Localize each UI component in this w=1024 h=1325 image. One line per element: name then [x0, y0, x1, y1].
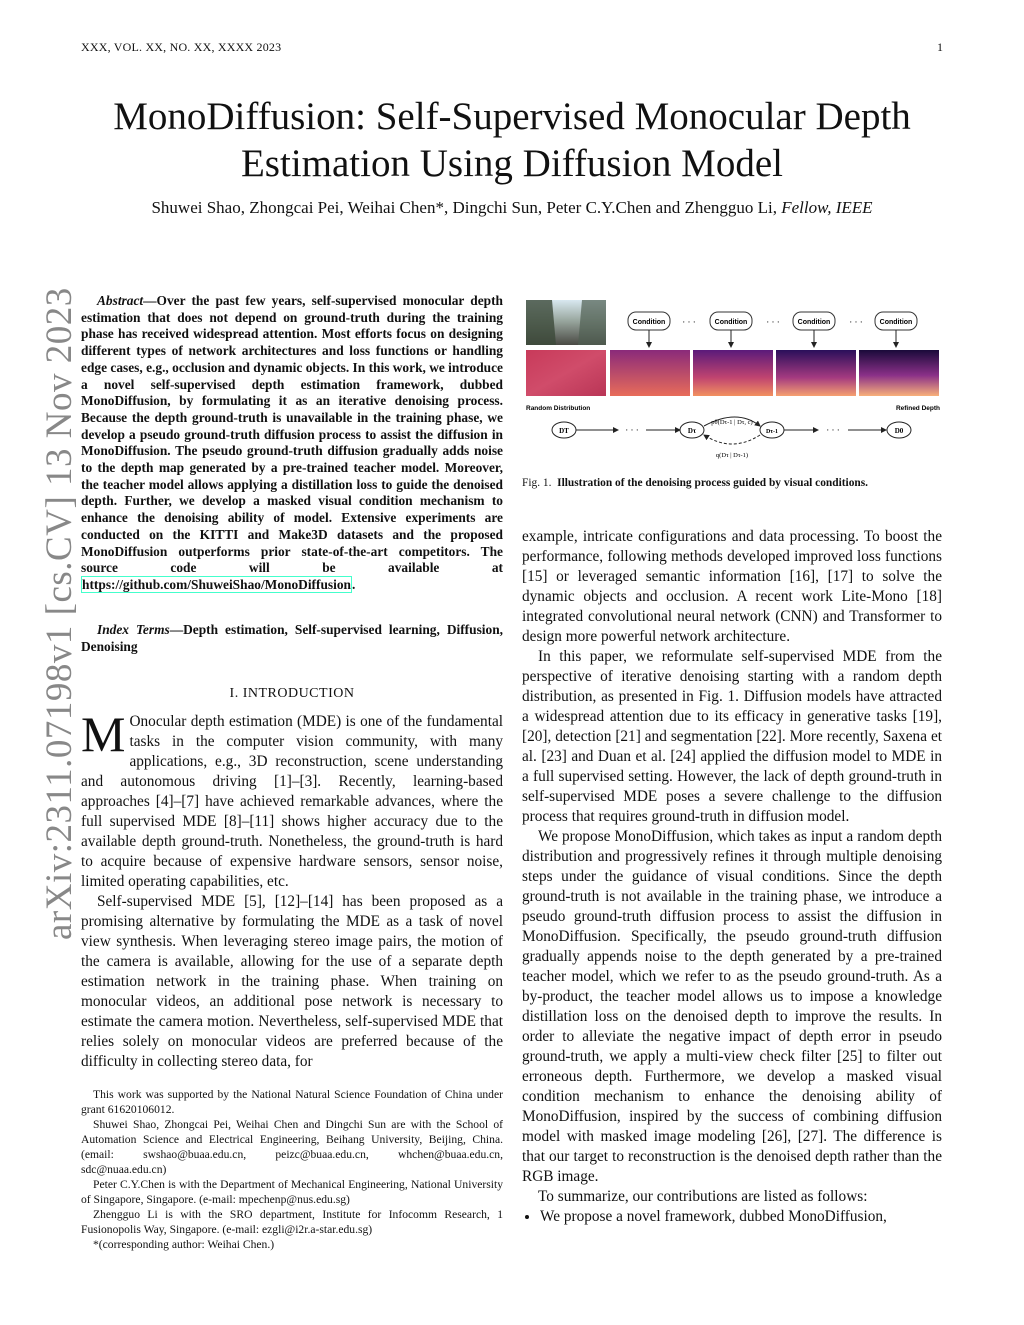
node-DT: [552, 422, 576, 438]
footnote-affiliation-1: Shuwei Shao, Zhongcai Pei, Weihai Chen and Dingchi Sun are with the School of Automation Science and Electrical Engineering, Beihang University, Beijing, China. (email: swshao@buaa.edu.cn, peizc@buaa.edu.cn, whchen@buaa.edu.cn, sdc@nuaa.edu.cn): [81, 1118, 503, 1176]
depth-map-2: [693, 350, 773, 396]
svg-text:D0: D0: [894, 427, 904, 435]
condition-box-2: [710, 312, 752, 330]
figure-caption: [522, 477, 944, 489]
node-Dtau: [680, 422, 704, 438]
contribution-item: • We propose a novel framework, dubbed MonoDiffusion,: [540, 1207, 942, 1227]
index-terms: [81, 622, 503, 655]
caption-label: Fig. 1.: [522, 477, 552, 489]
title-line-2: Estimation Using Diffusion Model: [240, 142, 784, 185]
index-terms-label: Index Terms: [97, 622, 170, 637]
authors-fellow: Fellow, IEEE: [781, 198, 873, 217]
figure-1: [522, 296, 944, 459]
right-paragraph-4: To summarize, our contributions are listed as follows:: [538, 1188, 868, 1205]
dots-4: · · ·: [625, 425, 639, 435]
section-title: I. INTRODUCTION: [229, 686, 355, 701]
source-code-link[interactable]: https://github.com/ShuweiShao/MonoDiffusion: [82, 576, 351, 592]
abstract-end: .: [352, 576, 356, 592]
svg-text:Condition: Condition: [879, 319, 913, 326]
condition-box-4: [875, 312, 917, 330]
authors-names: Shuwei Shao, Zhongcai Pei, Weihai Chen*, Dingchi Sun, Peter C.Y.Chen and Zhengguo Li,: [151, 198, 777, 217]
right-paragraph-2: In this paper, we reformulate self-supervised MDE from the perspective of iterative denoising starting with a random depth distribution, as presented in Fig. 1. Diffusion models have attracted a widespread attention due to its efficacy in generative tasks [19], [20], detection [21] and segmentation [22]. More recently, Saxena et al. [23] and Duan et al. [24] applied the diffusion model to MDE in a full supervised setting. However, the lack of depth ground-truth in self-supervised MDE poses a severe challenge to the diffusion process that requires ground-truth in diffusion model.: [522, 648, 942, 825]
intro-paragraph-1: [81, 706, 503, 892]
svg-text:Condition: Condition: [632, 319, 666, 326]
svg-text:Dτ: Dτ: [687, 427, 697, 435]
page-number: 1: [937, 40, 944, 54]
dots-1: · · ·: [682, 317, 696, 327]
footnote-corresponding: *(corresponding author: Weihai Chen.): [93, 1238, 275, 1251]
right-paragraph-1: example, intricate configurations and data processing. To boost the performance, following methods developed improved loss functions [15] or leveraged semantic information [16], [17] to solve the dynamic objects and occlusion. A recent work Lite-Mono [18] integrated convolutional neural network (CNN) and Transformer to design more powerful network architecture.: [522, 528, 942, 645]
author-list: [40, 198, 984, 218]
svg-text:DT: DT: [559, 427, 569, 435]
dots-5: · · ·: [826, 425, 840, 435]
intro-paragraph-2: Self-supervised MDE [5], [12]–[14] has been proposed as a promising alternative by formulating the MDE as a task of novel view synthesis. When leveraging stereo image pairs, the motion of the camera is available, allowing for the use of a separate depth estimation network in the training phase. When training on monocular videos, an additional pose network is necessary to estimate the camera motion. Nevertheless, self-supervised MDE that relies solely on monocular videos are preferred because of the difficulty in collecting stereo data, for: [81, 893, 503, 1070]
depth-map-4: [859, 350, 939, 396]
title-line-1: MonoDiffusion: Self-Supervised Monocular Depth: [113, 95, 911, 138]
diffusion-diagram: [522, 296, 944, 466]
intro-p1-text: Onocular depth estimation (MDE) is one of the fundamental tasks in the computer vision community, with many applications, e.g., 3D reconstruction, scene understanding and autonomous driving [1]–[3]. Recently, learning-based approaches [4]–[7] have achieved remarkable advances, where the full supervised MDE [8]–[11] shows higher accuracy due to the available depth ground-truth. Nonetheless, the ground-truth is hard to acquire because of expensive hardware sensors, sensor noise, limited operating capabilities, etc.: [81, 713, 503, 890]
caption-text: Illustration of the denoising process guided by visual conditions.: [557, 477, 869, 489]
p-theta-label: pθ(Dτ-1 | Dτ, c): [711, 419, 753, 426]
node-Dtau-1: [760, 422, 784, 438]
svg-text:Condition: Condition: [714, 319, 748, 326]
contributions-list: [522, 1207, 942, 1227]
depth-map-3: [776, 350, 856, 396]
depth-map-1: [610, 350, 690, 396]
footnote-affiliation-3: Zhengguo Li is with the SRO department, Institute for Infocomm Research, 1 Fusionopolis Way, Singapore. (e-mail: ezgli@i2r.a-star.edu.sg): [81, 1208, 503, 1236]
noise-map: [526, 350, 606, 396]
q-label: q(Dτ | Dτ-1): [715, 452, 749, 459]
arxiv-stamp: arXiv:2311.07198v1 [cs.CV] 13 Nov 2023: [39, 287, 80, 940]
paper-title: [40, 93, 984, 187]
footnote-affiliation-2: Peter C.Y.Chen is with the Department of Mechanical Engineering, National University of Singapore, Singapore. (e-mail: mpechenp@nus.edu.sg): [81, 1178, 503, 1206]
footnotes: [81, 1087, 503, 1252]
dots-3: · · ·: [849, 317, 863, 327]
svg-text:Dτ-1: Dτ-1: [765, 429, 779, 435]
dropcap: M: [81, 706, 126, 762]
condition-box-3: [793, 312, 835, 330]
footnote-funding: This work was supported by the National Natural Science Foundation of China under grant 61620106012.: [81, 1088, 503, 1116]
random-distribution-label: Random Distribution: [526, 405, 591, 412]
abstract-text: —Over the past few years, self-supervised monocular depth estimation that does not depend on ground-truth during the training phase has received widespread attention. Most efforts focus on designing different types of network architectures and loss functions or handling edge cases, e.g., occlusion and dynamic objects. In this work, we introduce a novel self-supervised depth estimation framework, dubbed MonoDiffusion, by formulating it as an iterative denoising process. Because the depth ground-truth is unavailable in the training phase, we develop a pseudo ground-truth diffusion process to assist the diffusion in MonoDiffusion. The pseudo ground-truth diffusion gradually adds noise to the depth map generated by a pre-trained teacher model. Moreover, the teacher model allows applying a distillation loss to guide the denoised depth. Further, we develop a masked visual condition mechanism to enhance the denoising ability of model. Extensive experiments are conducted on the KITTI and Make3D datasets and the proposed MonoDiffusion outperforms prior state-of-the-art competitors. The source code will be available at: [81, 293, 503, 576]
introduction: [81, 706, 503, 1072]
running-header: XXX, VOL. XX, NO. XX, XXXX 2023: [81, 40, 282, 54]
right-column-text: [522, 527, 942, 1227]
dots-2: · · ·: [766, 317, 780, 327]
abstract: [81, 293, 503, 594]
svg-text:Condition: Condition: [797, 319, 831, 326]
node-D0: [887, 422, 911, 438]
index-terms-text: —Depth estimation, Self-supervised learning, Diffusion, Denoising: [81, 622, 503, 654]
right-paragraph-3: We propose MonoDiffusion, which takes as input a random depth distribution and progressively refines it through multiple denoising steps under the guidance of visual conditions. Since the depth ground-truth is not available in the training phase, we introduce a pseudo ground-truth diffusion process to assist the diffusion in MonoDiffusion. Specifically, the pseudo ground-truth diffusion gradually appends noise to the depth generated by a pre-trained teacher model, which we refer to as the pseudo ground-truth. As a by-product, the teacher model allows us to impose a knowledge distillation loss on the denoised depth to improve the results. In order to alleviate the negative impact of depth error in pseudo ground-truth, we apply a multi-view check filter [25] to filter out erroneous depth. Furthermore, we develop a masked visual condition mechanism to enhance the denoising ability of MonoDiffusion, inspired by the success of combining diffusion model with masked image modeling [26], [27]. The difference is that our target to reconstruction is the denoised depth rather than the RGB image.: [522, 828, 942, 1185]
condition-box-1: [628, 312, 670, 330]
abstract-label: Abstract: [97, 293, 144, 308]
refined-depth-label: Refined Depth: [895, 405, 940, 412]
